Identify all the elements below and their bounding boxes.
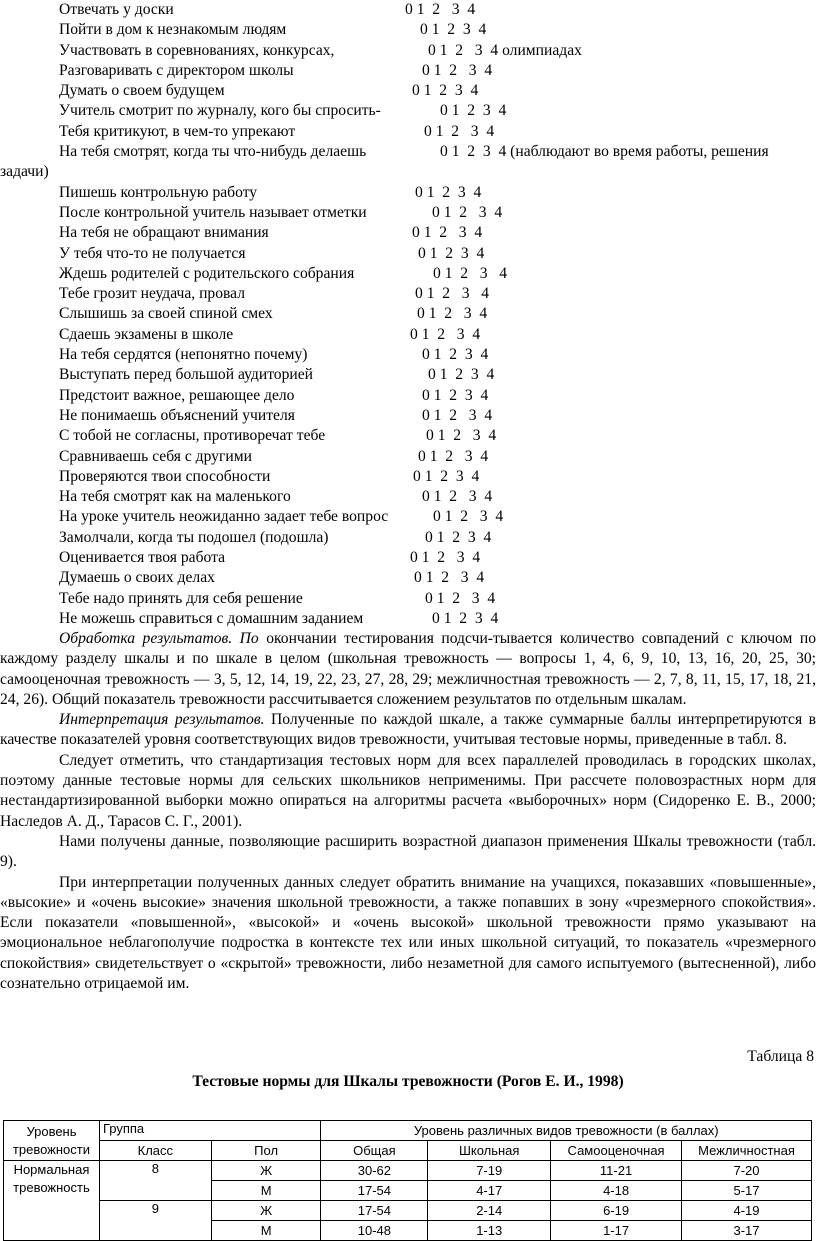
header-sex: Пол — [211, 1141, 321, 1161]
list-item — [0, 568, 816, 588]
score-scale: 0 1 2 3 4 — [425, 528, 492, 546]
question-text: Тебя критикуют, в чем-то упрекают — [59, 122, 296, 140]
score-scale: 0 1 2 3 4 олимпиадах — [428, 41, 582, 59]
cell-class: 8 — [99, 1161, 211, 1201]
score-scale: 0 1 2 3 4 — [433, 264, 508, 282]
list-item — [0, 589, 816, 609]
cell-total: 10-48 — [321, 1221, 428, 1241]
header-total: Общая — [321, 1141, 428, 1161]
cell-sex: Ж — [211, 1201, 321, 1221]
cell-self: 6-19 — [551, 1201, 682, 1221]
header-inter: Межличностная — [682, 1141, 812, 1161]
question-text: Пойти в дом к незнакомым людям — [59, 21, 287, 39]
list-item — [0, 447, 816, 467]
processing-heading: Обработка результатов. По — [59, 630, 259, 647]
list-item — [0, 183, 816, 203]
paragraph-extension: Нами получены данные, позволяющие расширить возрастной диапазон применения Шкалы тревожности (табл. 9). — [0, 832, 816, 871]
list-item — [0, 0, 816, 20]
cell-total: 17-54 — [321, 1201, 428, 1221]
score-scale: 0 1 2 3 4 — [422, 346, 489, 364]
cell-inter: 4-19 — [682, 1201, 812, 1221]
question-text: Проверяются твои способности — [59, 467, 271, 485]
score-scale: 0 1 2 3 4 — [424, 122, 495, 140]
cell-self: 11-21 — [551, 1161, 682, 1181]
score-scale: 0 1 2 3 4 — [422, 488, 493, 506]
list-item — [0, 609, 816, 629]
header-self: Самооценочная — [551, 1141, 682, 1161]
question-text: На тебя смотрят, когда ты что-нибудь делаешь — [59, 143, 367, 161]
paragraph-standardization: Следует отметить, что стандартизация тестовых норм для всех параллелей проводилась в городских школах, поэтому данные тестовые нормы для сельских школьников неприменимы. При рассчете половозрастных норм для нестандартизированной выборки можно опираться на алгоритмы расчета «выборочных» норм (Сидоренко Е. В., 2000; Наследов А. Д., Тарасов С. Г., 2001). — [0, 751, 816, 830]
score-scale: 0 1 2 3 4 — [425, 589, 496, 607]
cell-class: 9 — [99, 1201, 211, 1241]
question-text: Тебе надо принять для себя решение — [59, 589, 303, 607]
question-text: Участвовать в соревнованиях, конкурсах, — [59, 41, 335, 59]
question-text: Не можешь справиться с домашним заданием — [59, 609, 364, 627]
question-text: Разговаривать с директором школы — [59, 61, 294, 79]
header-level: Уровень тревожности — [4, 1121, 100, 1161]
list-item — [0, 244, 816, 264]
header-class: Класс — [99, 1141, 211, 1161]
score-scale: 0 1 2 3 4 — [420, 21, 487, 39]
cell-school: 7-19 — [428, 1161, 551, 1181]
cell-sex: М — [211, 1221, 321, 1241]
list-item — [0, 467, 816, 487]
cell-self: 4-18 — [551, 1181, 682, 1201]
question-text: На тебя не обращают внимания — [59, 224, 269, 242]
norms-table — [3, 1120, 812, 1241]
list-item — [0, 142, 816, 162]
cell-inter: 7-20 — [682, 1161, 812, 1181]
question-text: Сравниваешь себя с другими — [59, 447, 252, 465]
score-scale: 0 1 2 3 4 — [412, 82, 479, 100]
list-item — [0, 203, 816, 223]
wrapped-line — [0, 162, 816, 182]
question-text: Тебе грозит неудача, провал — [59, 285, 246, 303]
header-levels: Уровень различных видов тревожности (в баллах) — [321, 1121, 812, 1141]
table-row — [4, 1161, 812, 1181]
cell-school: 4-17 — [428, 1181, 551, 1201]
score-scale: 0 1 2 3 4 — [422, 61, 493, 79]
list-item — [0, 548, 816, 568]
interpretation-text: Полученные по каждой шкале, а также суммарные баллы интерпретируются в качестве показателей уровня соответствующих видов тревожности, учитывая тестовые нормы, приведенные в табл. 8. — [0, 711, 816, 749]
list-item — [0, 304, 816, 324]
question-text: Слышишь за своей спиной смех — [59, 305, 273, 323]
score-scale: 0 1 2 3 4 — [418, 244, 485, 262]
header-school: Школьная — [428, 1141, 551, 1161]
cell-school: 2-14 — [428, 1201, 551, 1221]
score-scale: 0 1 2 3 4 (наблюдают во время работы, решения — [440, 143, 769, 161]
question-text: Пишешь контрольную работу — [59, 183, 258, 201]
list-item — [0, 61, 816, 81]
interpretation-heading: Интерпретация результатов. — [59, 711, 265, 729]
cell-total: 17-54 — [321, 1181, 428, 1201]
list-item — [0, 406, 816, 426]
question-text: Не понимаешь объяснений учителя — [59, 406, 295, 424]
score-scale: 0 1 2 3 4 — [426, 427, 497, 445]
score-scale: 0 1 2 3 4 — [413, 467, 480, 485]
question-text: Предстоит важное, решающее дело — [59, 386, 295, 404]
cell-self: 1-17 — [551, 1221, 682, 1241]
processing-text: окончании тестирования подсчи-тывается количество совпадений с ключом по каждому разделу шкалы и по шкале в целом (школьная тревожность — вопросы 1, 4, 6, 9, 10, 13, 16, 20, 25, 30; самооценочная тревожность — 3, 5, 12, 14, 19, 22, 23, 27, 28, 29; межличностная тревожность — 2, 7, 8, 11, 15, 17, 18, 21, 24, 26). Общий показатель тревожности рассчитывается сложением результатов по отдельным шкалам. — [0, 630, 816, 708]
question-text: С тобой не согласны, противоречат тебе — [59, 427, 326, 445]
paragraph-interpretation — [0, 710, 816, 751]
question-text: У тебя что-то не получается — [59, 244, 246, 262]
list-item — [0, 365, 816, 385]
score-scale: 0 1 2 3 4 — [410, 325, 481, 343]
cell-school: 1-13 — [428, 1221, 551, 1241]
list-item — [0, 325, 816, 345]
paragraph-processing — [0, 629, 816, 710]
list-item — [0, 528, 816, 548]
cell-sex: М — [211, 1181, 321, 1201]
table-subheader-row — [4, 1141, 812, 1161]
question-text: После контрольной учитель называет отметки — [59, 203, 367, 221]
table-header-row — [4, 1121, 812, 1141]
list-item — [0, 487, 816, 507]
list-item — [0, 20, 816, 40]
score-scale: 0 1 2 3 4 — [433, 508, 504, 526]
score-scale: 0 1 2 3 4 — [414, 569, 485, 587]
list-item — [0, 284, 816, 304]
cell-total: 30-62 — [321, 1161, 428, 1181]
list-item — [0, 264, 816, 284]
score-scale: 0 1 2 3 4 — [422, 386, 489, 404]
list-item — [0, 426, 816, 446]
score-scale: 0 1 2 3 4 — [432, 203, 503, 221]
score-scale: 0 1 2 3 4 — [415, 183, 482, 201]
processing-paragraph — [0, 629, 816, 994]
question-text: Отвечать у доски — [59, 1, 174, 18]
list-item — [0, 122, 816, 142]
score-scale: 0 1 2 3 4 — [415, 285, 490, 303]
list-item — [0, 81, 816, 101]
list-item — [0, 223, 816, 243]
level-name: Нормальная тревожность — [4, 1161, 100, 1241]
question-text: Учитель смотрит по журналу, кого бы спросить- — [59, 102, 381, 120]
score-scale: 0 1 2 3 4 — [422, 406, 493, 424]
table-label: Таблица 8 — [747, 1048, 814, 1065]
question-text: Оценивается твоя работа — [59, 549, 226, 567]
question-text: На уроке учитель неожиданно задает тебе вопрос — [59, 508, 389, 526]
score-scale: 0 1 2 3 4 — [410, 549, 481, 567]
score-scale: 0 1 2 3 4 — [417, 305, 488, 323]
cell-sex: Ж — [211, 1161, 321, 1181]
table-row — [4, 1201, 812, 1221]
score-scale: 0 1 2 3 4 — [440, 102, 507, 120]
list-item — [0, 41, 816, 61]
wrap-tail: задачи) — [0, 163, 49, 181]
question-text: Сдаешь экзамены в школе — [59, 325, 234, 343]
list-item — [0, 386, 816, 406]
header-group: Группа — [99, 1121, 321, 1141]
score-scale: 0 1 2 3 4 — [418, 447, 489, 465]
cell-inter: 5-17 — [682, 1181, 812, 1201]
score-scale: 0 1 2 3 4 — [405, 1, 476, 18]
question-text: На тебя сердятся (непонятно почему) — [59, 346, 308, 364]
question-text: Думать о своем будущем — [59, 82, 225, 100]
list-item — [0, 345, 816, 365]
score-scale: 0 1 2 3 4 — [428, 366, 495, 384]
question-text: Замолчали, когда ты подошел (подошла) — [59, 528, 329, 546]
score-scale: 0 1 2 3 4 — [432, 609, 499, 627]
list-item — [0, 507, 816, 527]
question-text: Ждешь родителей с родительского собрания — [59, 264, 355, 282]
list-item — [0, 101, 816, 121]
table-title: Тестовые нормы для Шкалы тревожности (Рогов Е. И., 1998) — [192, 1073, 624, 1090]
question-text: Выступать перед большой аудиторией — [59, 366, 314, 384]
paragraph-interpretation-notes: При интерпретации полученных данных следует обратить внимание на учащихся, показавших «повышенные», «высокие» и «очень высокие» значения школьной тревожности, а также попавших в зону «чрезмерного спокойствия». Если показатели «повышенной», «высокой» и «очень высокой» школьной тревожности прямо указывают на эмоциональное неблагополучие подростка в контексте тех или иных школьной ситуаций, то показатель «чрезмерного спокойствия» свидетельствует о «скрытой» тревожности, либо незаметной для самого испытуемого (вытесненной), либо сознательно отрицаемой им. — [0, 873, 816, 993]
question-text: Думаешь о своих делах — [59, 569, 215, 587]
score-scale: 0 1 2 3 4 — [412, 224, 483, 242]
cell-inter: 3-17 — [682, 1221, 812, 1241]
question-text: На тебя смотрят как на маленького — [59, 488, 291, 506]
